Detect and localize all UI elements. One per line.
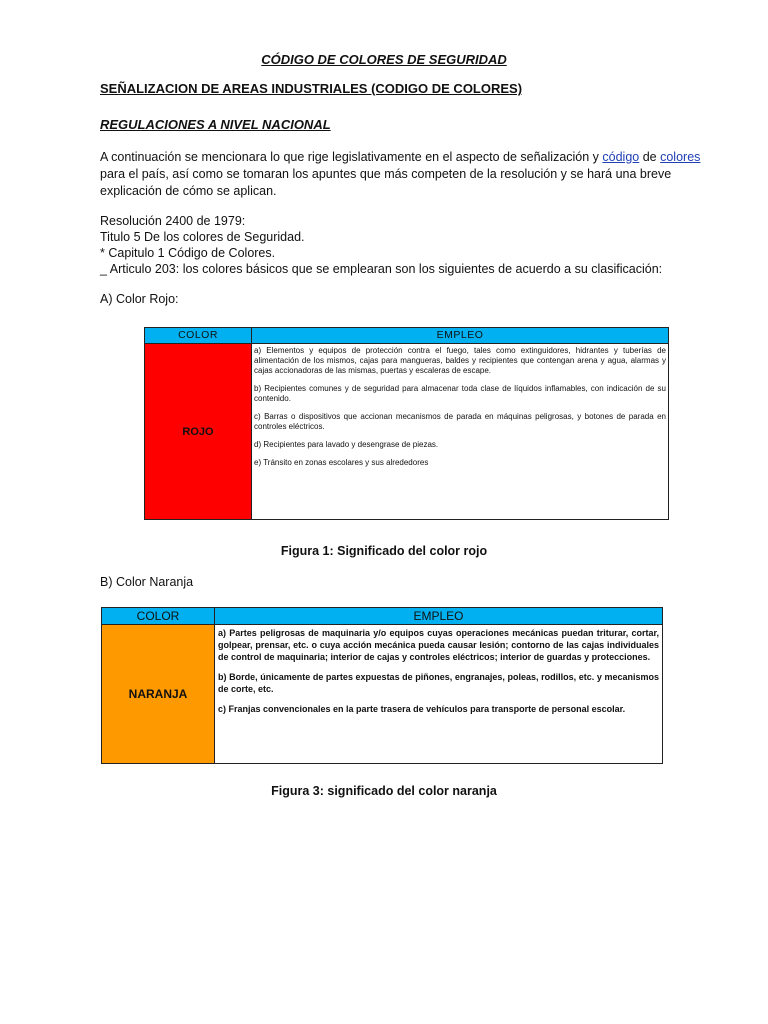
section-heading: SEÑALIZACION DE AREAS INDUSTRIALES (CODIGO DE COLORES) <box>100 81 523 96</box>
naranja-table <box>101 607 663 764</box>
empleo-item: b) Recipientes comunes y de seguridad para almacenar toda clase de líquidos inflamables, con indicación de su contenido. <box>254 384 666 403</box>
document-title: CÓDIGO DE COLORES DE SEGURIDAD <box>261 52 507 67</box>
intro-text-1: A continuación se mencionara lo que rige legislativamente en el aspecto de señalización y <box>100 150 603 164</box>
resolution-line: Resolución 2400 de 1979: <box>100 214 246 228</box>
color-swatch-rojo: ROJO <box>145 344 252 520</box>
resolution-line: Titulo 5 De los colores de Seguridad. <box>100 230 305 244</box>
header-color: COLOR <box>102 608 215 625</box>
header-color: COLOR <box>145 328 252 344</box>
resolution-block <box>100 213 662 277</box>
empleo-item: c) Franjas convencionales en la parte trasera de vehículos para transporte de personal escolar. <box>218 704 626 714</box>
subsection-heading: REGULACIONES A NIVEL NACIONAL <box>100 117 331 132</box>
empleo-item: c) Barras o dispositivos que accionan mecanismos de parada en máquinas peligrosas, y botones de parada en controles eléctricos. <box>254 412 666 431</box>
codigo-link[interactable]: código <box>602 150 640 164</box>
section-a-label: A) Color Rojo: <box>100 292 179 306</box>
figure-caption-2: Figura 3: significado del color naranja <box>271 784 497 798</box>
header-empleo: EMPLEO <box>252 328 669 344</box>
empleo-cell <box>215 625 663 764</box>
empleo-item: a) Elementos y equipos de protección contra el fuego, tales como extinguidores, hidrantes y tuberías de alimentación de los mismos, cajas para mangueras, baldes y recipientes que contengan arena y agua, alarmas y cajas accionadoras de las mismas, puertas y escaleras de escape. <box>254 346 666 375</box>
empleo-item: b) Borde, únicamente de partes expuestas de piñones, engranajes, poleas, rodillos, etc. y mecanismos de corte, etc. <box>218 672 659 694</box>
figure-caption-1: Figura 1: Significado del color rojo <box>280 544 488 558</box>
intro-text-2: de <box>639 150 661 164</box>
empleo-item: a) Partes peligrosas de maquinaria y/o equipos cuyas operaciones mecánicas puedan triturar, cortar, golpear, prensar, etc. o cuya acción mecánica pueda causar lesión; contorno de las cajas individuales de control de maquinaria; interior de cajas y controles eléctricos; interior de guardas y protecciones. <box>218 628 659 662</box>
resolution-line: * Capitulo 1 Código de Colores. <box>100 246 276 260</box>
section-b-label: B) Color Naranja <box>100 575 194 589</box>
empleo-item: e) Tránsito en zonas escolares y sus alrededores <box>254 458 429 467</box>
rojo-table <box>144 327 669 520</box>
colores-link[interactable]: colores <box>660 150 701 164</box>
empleo-cell <box>252 344 669 520</box>
intro-text-3: para el país, así como se tomaran los apuntes que más competen de la resolución y se hará una breve explicación de cómo se aplican. <box>100 167 672 198</box>
color-swatch-naranja: NARANJA <box>102 625 215 764</box>
intro-paragraph <box>100 149 703 200</box>
empleo-item: d) Recipientes para lavado y desengrase de piezas. <box>254 440 439 449</box>
resolution-line: _ Articulo 203: los colores básicos que se emplearan son los siguientes de acuerdo a su clasificación: <box>100 262 663 276</box>
header-empleo: EMPLEO <box>215 608 663 625</box>
